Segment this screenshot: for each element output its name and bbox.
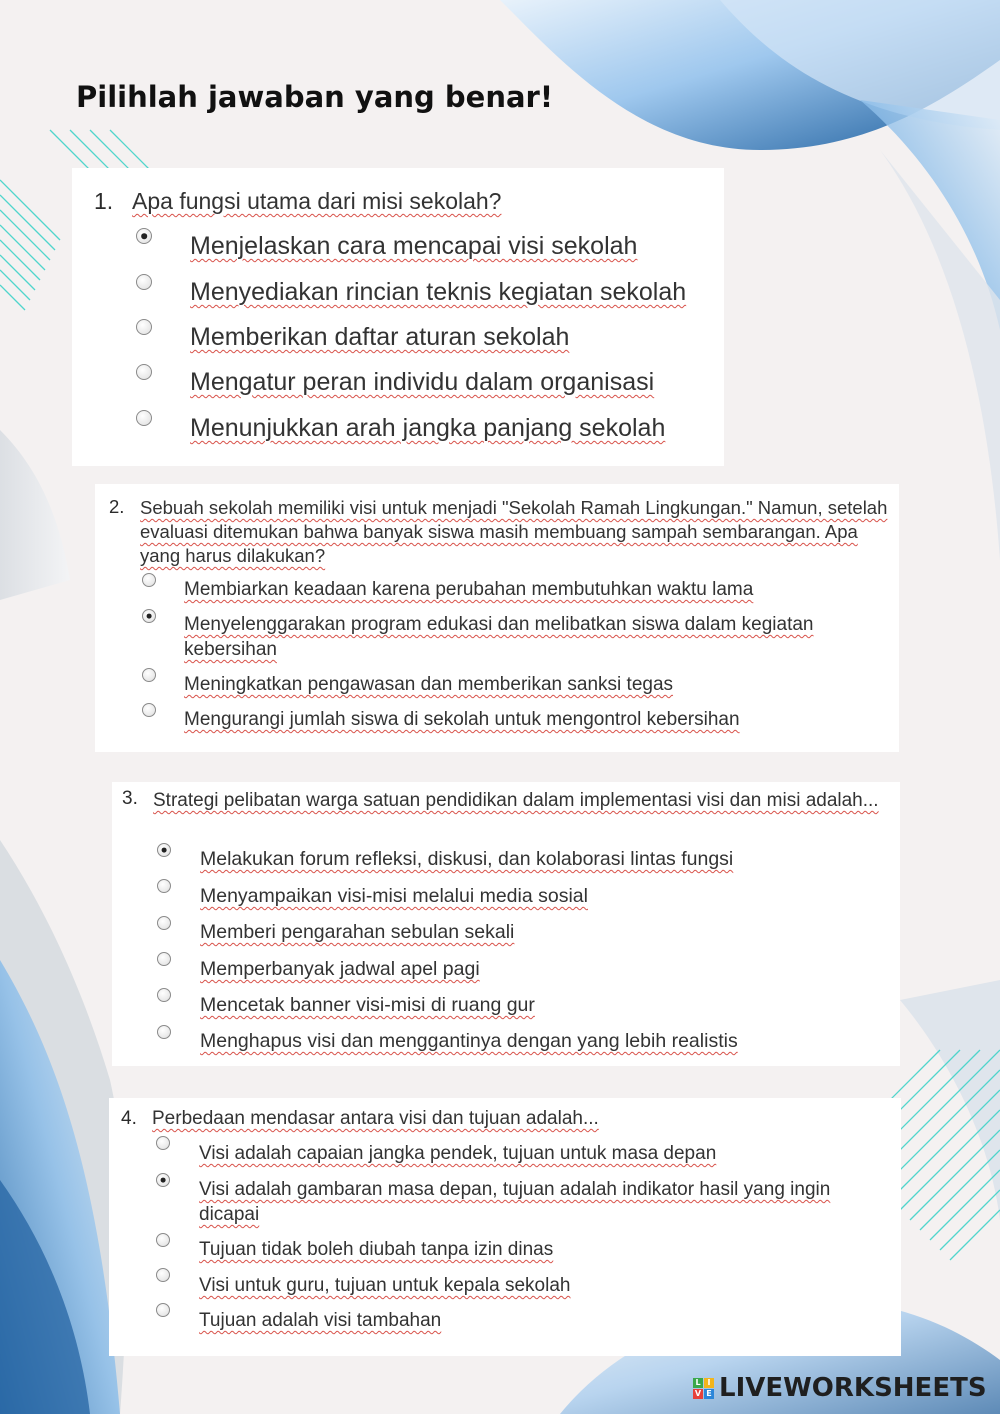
question-number: 3. — [122, 788, 138, 809]
option-label[interactable]: Memperbanyak jadwal apel pagi — [200, 958, 480, 980]
option-label[interactable]: Tujuan adalah visi tambahan — [199, 1310, 442, 1331]
radio-button[interactable] — [156, 1173, 170, 1187]
question-1 — [72, 168, 724, 466]
radio-button[interactable] — [157, 916, 171, 930]
radio-button[interactable] — [157, 988, 171, 1002]
radio-button[interactable] — [157, 879, 171, 893]
option-label[interactable]: Mengurangi jumlah siswa di sekolah untuk mengontrol kebersihan — [184, 709, 740, 730]
option-label[interactable]: Menunjukkan arah jangka panjang sekolah — [190, 414, 666, 442]
option-label[interactable]: Meningkatkan pengawasan dan memberikan sanksi tegas — [184, 674, 674, 695]
question-text: Perbedaan mendasar antara visi dan tujuan adalah... — [152, 1108, 599, 1129]
question-2 — [95, 484, 899, 752]
option-label[interactable]: Visi untuk guru, tujuan untuk kepala sekolah — [199, 1275, 571, 1296]
question-text: Strategi pelibatan warga satuan pendidikan dalam implementasi visi dan misi adalah... — [153, 790, 879, 811]
question-text: Apa fungsi utama dari misi sekolah? — [132, 188, 502, 214]
radio-button[interactable] — [157, 1025, 171, 1039]
logo-mark-cell: V — [694, 1388, 702, 1398]
radio-button[interactable] — [136, 364, 152, 380]
radio-button[interactable] — [136, 228, 152, 244]
option-label[interactable]: Tujuan tidak boleh diubah tanpa izin dinas — [199, 1239, 554, 1260]
logo-mark-cell: E — [704, 1389, 714, 1399]
option-label[interactable]: Menghapus visi dan menggantinya dengan yang lebih realistis — [200, 1030, 738, 1052]
option-label[interactable]: Menyelenggarakan program edukasi dan melibatkan siswa dalam kegiatan kebersihan — [184, 614, 814, 660]
radio-button[interactable] — [136, 410, 152, 426]
radio-button[interactable] — [157, 952, 171, 966]
logo-mark-icon — [693, 1378, 714, 1399]
page-title: Pilihlah jawaban yang benar! — [76, 80, 554, 114]
option-label[interactable]: Visi adalah capaian jangka pendek, tujuan untuk masa depan — [199, 1143, 717, 1164]
option-label[interactable]: Menyediakan rincian teknis kegiatan sekolah — [190, 278, 687, 306]
radio-button[interactable] — [142, 703, 156, 717]
option-label[interactable]: Melakukan forum refleksi, diskusi, dan kolaborasi lintas fungsi — [200, 848, 734, 870]
radio-button[interactable] — [136, 319, 152, 335]
option-label[interactable]: Memberikan daftar aturan sekolah — [190, 323, 570, 351]
question-number: 4. — [121, 1108, 137, 1129]
logo-mark-cell: I — [704, 1378, 714, 1388]
radio-button[interactable] — [156, 1136, 170, 1150]
option-label[interactable]: Memberi pengarahan sebulan sekali — [200, 921, 515, 943]
radio-button[interactable] — [142, 609, 156, 623]
question-text: Sebuah sekolah memiliki visi untuk menjadi "Sekolah Ramah Lingkungan." Namun, setelah evaluasi ditemukan bahwa banyak siswa masih membuang sampah sembarangan. Apa yang harus dilakukan? — [140, 497, 888, 566]
radio-button[interactable] — [136, 274, 152, 290]
option-label[interactable]: Membiarkan keadaan karena perubahan membutuhkan waktu lama — [184, 579, 754, 600]
radio-button[interactable] — [156, 1303, 170, 1317]
option-label[interactable]: Menjelaskan cara mencapai visi sekolah — [190, 232, 638, 260]
option-label[interactable]: Visi adalah gambaran masa depan, tujuan adalah indikator hasil yang ingin dicapai — [199, 1179, 831, 1225]
liveworksheets-logo[interactable] — [693, 1373, 987, 1403]
question-4 — [109, 1098, 901, 1356]
question-number: 1. — [94, 188, 114, 214]
radio-button[interactable] — [142, 668, 156, 682]
option-label[interactable]: Mengatur peran individu dalam organisasi — [190, 368, 655, 396]
question-number: 2. — [109, 496, 125, 517]
brand-name: LIVEWORKSHEETS — [719, 1373, 987, 1403]
option-label[interactable]: Menyampaikan visi-misi melalui media sosial — [200, 885, 588, 907]
radio-button[interactable] — [156, 1268, 170, 1282]
radio-button[interactable] — [156, 1233, 170, 1247]
option-label[interactable]: Mencetak banner visi-misi di ruang gur — [200, 994, 535, 1016]
question-3 — [112, 782, 900, 1066]
logo-mark-cell: L — [693, 1378, 703, 1388]
radio-button[interactable] — [142, 573, 156, 587]
radio-button[interactable] — [157, 843, 171, 857]
